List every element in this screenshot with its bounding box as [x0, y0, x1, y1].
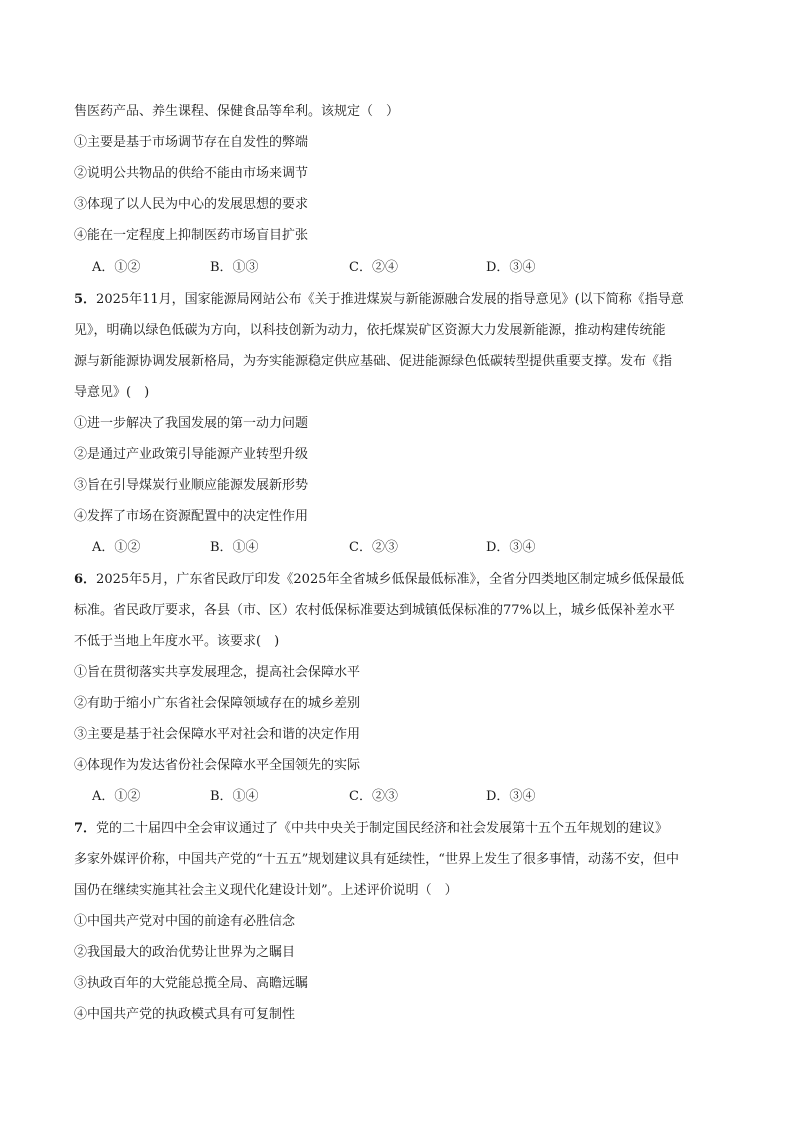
q5-statement-3: ③旨在引导煤炭行业顺应能源发展新形势 [74, 478, 309, 493]
q5-statement-1: ①进一步解决了我国发展的第一动力问题 [74, 416, 309, 431]
q4-statement-2: ②说明公共物品的供给不能由市场来调节 [74, 166, 309, 181]
q5-stem-line-3: 源与新能源协调发展新格局，为夯实能源稳定供应基础、促进能源绿色低碳转型提供重要支撑。发布《指 [74, 354, 673, 369]
q5-number: 5． [74, 292, 97, 307]
q6-stem-line-2: 标准。省民政厅要求，各县（市、区）农村低保标准要达到城镇低保标准的77%以上，城乡低保补差水平 [74, 603, 675, 618]
q4-statement-4: ④能在一定程度上抑制医药市场盲目扩张 [74, 228, 309, 243]
q6-stem-line-1: 6．2025年5月，广东省民政厅印发《2025年全省城乡低保最低标准》，全省分四类地区制定城乡低保最低 [74, 572, 684, 587]
q5-stem-line-4: 导意见》( ) [74, 385, 150, 400]
q6-option-b[interactable]: B．①④ [210, 789, 259, 804]
q6-statement-3: ③主要是基于社会保障水平对社会和谐的决定作用 [74, 727, 361, 742]
q6-stem-line-3: 不低于当地上年度水平。该要求( ) [74, 634, 280, 649]
q5-option-b[interactable]: B．①④ [210, 540, 259, 555]
q7-statement-3: ③执政百年的大党能总揽全局、高瞻远瞩 [74, 976, 309, 991]
q7-statement-4: ④中国共产党的执政模式具有可复制性 [74, 1007, 296, 1022]
q7-statement-2: ②我国最大的政治优势让世界为之瞩目 [74, 945, 296, 960]
q7-number: 7． [74, 821, 97, 836]
q4-statement-1: ①主要是基于市场调节存在自发性的弊端 [74, 135, 309, 150]
q4-option-c[interactable]: C．②④ [349, 260, 398, 275]
q7-statement-1: ①中国共产党对中国的前途有必胜信念 [74, 914, 296, 929]
q5-statement-2: ②是通过产业政策引导能源产业转型升级 [74, 447, 309, 462]
q5-stem-line-2: 见》，明确以绿色低碳为方向，以科技创新为动力，依托煤炭矿区资源大力发展新能源，推动构建传统能 [74, 323, 666, 338]
q4-option-d[interactable]: D．③④ [486, 260, 536, 275]
q6-option-c[interactable]: C．②③ [349, 789, 398, 804]
q6-option-d[interactable]: D．③④ [486, 789, 536, 804]
q6-number: 6． [74, 572, 97, 587]
q5-stem-line-1: 5．2025年11月，国家能源局网站公布《关于推进煤炭与新能源融合发展的指导意见》(以下简称《指导意 [74, 292, 684, 307]
q6-statement-2: ②有助于缩小广东省社会保障领域存在的城乡差别 [74, 696, 361, 711]
q6-statement-4: ④体现作为发达省份社会保障水平全国领先的实际 [74, 758, 361, 773]
q7-stem-line-2: 多家外媒评价称，中国共产党的“十五五”规划建议具有延续性，“世界上发生了很多事情，动荡不安，但中 [74, 852, 679, 867]
q5-statement-4: ④发挥了市场在资源配置中的决定性作用 [74, 509, 309, 524]
q4-statement-3: ③体现了以人民为中心的发展思想的要求 [74, 197, 309, 212]
q6-option-a[interactable]: A．①② [92, 789, 141, 804]
q5-option-a[interactable]: A．①② [92, 540, 141, 555]
q4-option-b[interactable]: B．①③ [210, 260, 259, 275]
q5-option-c[interactable]: C．②③ [349, 540, 398, 555]
q7-stem-line-3: 国仍在继续实施其社会主义现代化建设计划”。上述评价说明（ ） [74, 883, 458, 898]
q6-statement-1: ①旨在贯彻落实共享发展理念，提高社会保障水平 [74, 665, 361, 680]
q7-stem-line-1: 7．党的二十届四中全会审议通过了《中共中央关于制定国民经济和社会发展第十五个五年规划的建议》 [74, 821, 669, 836]
q4-stem-tail: 售医药产品、养生课程、保健食品等牟利。该规定（ ） [74, 104, 400, 119]
q5-option-d[interactable]: D．③④ [486, 540, 536, 555]
q4-option-a[interactable]: A．①② [92, 260, 141, 275]
